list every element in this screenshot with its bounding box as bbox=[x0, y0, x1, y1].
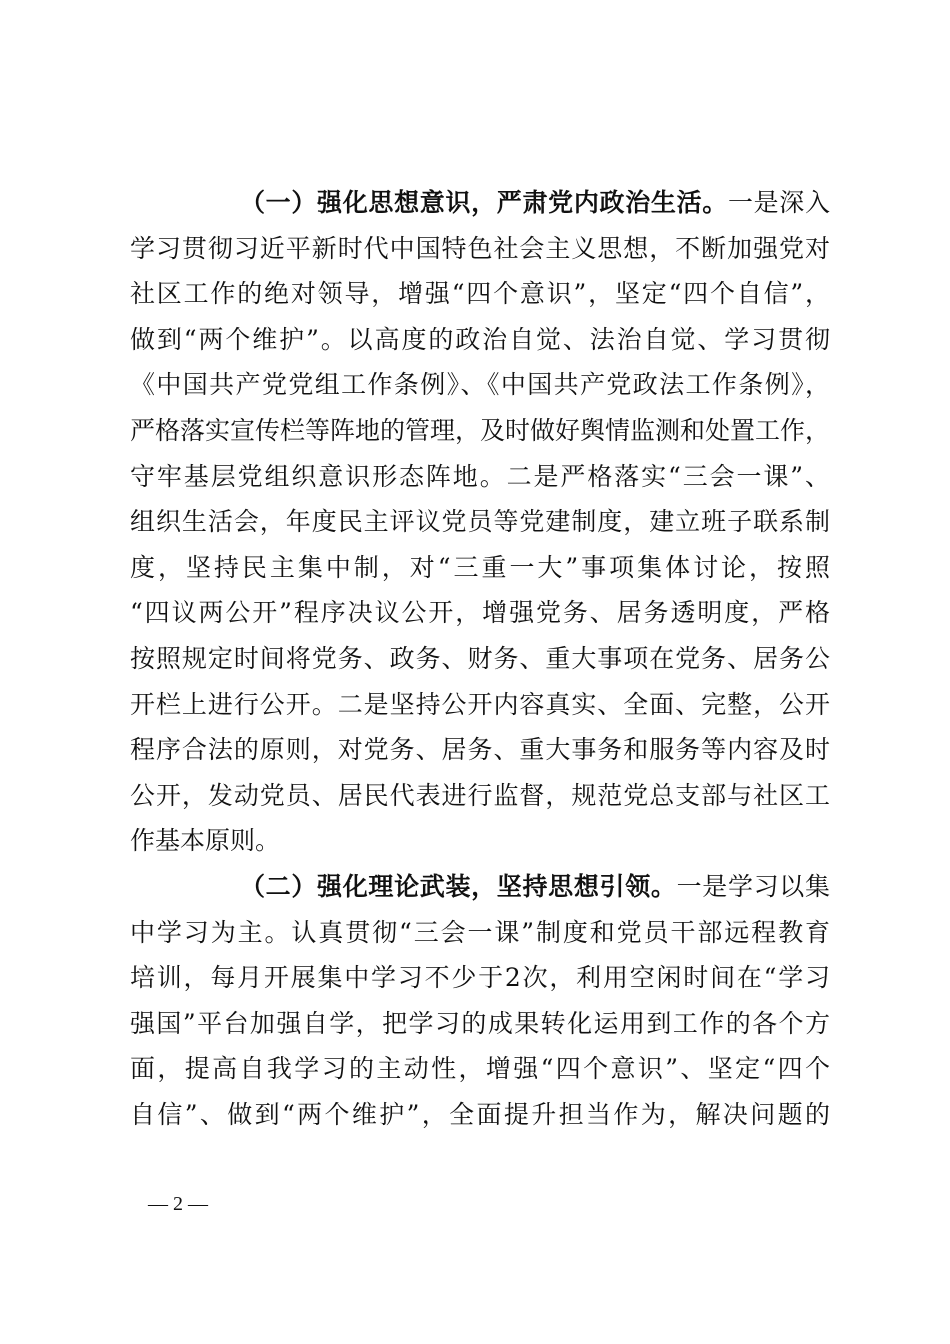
paragraph-line: 面，提高自我学习的主动性，增强“四个意识”、坚定“四个 bbox=[130, 1054, 830, 1084]
paragraph-line: 程序合法的原则，对党务、居务、重大事务和服务等内容及时 bbox=[130, 735, 830, 765]
paragraph-line: 作基本原则。 bbox=[130, 826, 281, 856]
paragraph-line: 开栏上进行公开。二是坚持公开内容真实、全面、完整，公开 bbox=[130, 689, 830, 719]
section-2-heading-line bbox=[130, 864, 830, 910]
paragraph-line: 培训，每月开展集中学习不少于2次，利用空闲时间在“学习 bbox=[130, 963, 830, 993]
section-2-lead: 一是学习以集 bbox=[676, 871, 830, 901]
paragraph-line: “四议两公开”程序决议公开，增强党务、居务透明度，严格 bbox=[130, 598, 830, 628]
section-1-lead: 一是深入 bbox=[727, 188, 830, 217]
section-1-heading: （一）强化思想意识，严肃党内政治生活。 bbox=[240, 188, 728, 217]
paragraph-line: 按照规定时间将党务、政务、财务、重大事项在党务、居务公 bbox=[130, 643, 830, 673]
paragraph-line: 学习贯彻习近平新时代中国特色社会主义思想，不断加强党对 bbox=[130, 233, 830, 263]
section-2-heading: （二）强化理论武装，坚持思想引领。 bbox=[240, 871, 677, 901]
paragraph-line: 做到“两个维护”。以高度的政治自觉、法治自觉、学习贯彻 bbox=[130, 324, 830, 354]
section-1-heading-line bbox=[130, 180, 830, 226]
paragraph-line: 《中国共产党党组工作条例》、《中国共产党政法工作条例》， bbox=[130, 370, 830, 400]
paragraph-line: 自信”、做到“两个维护”，全面提升担当作为，解决问题的 bbox=[130, 1099, 830, 1129]
paragraph-line: 严格落实宣传栏等阵地的管理，及时做好舆情监测和处置工作， bbox=[130, 415, 831, 445]
paragraph-line: 社区工作的绝对领导，增强“四个意识”，坚定“四个自信”， bbox=[130, 279, 830, 309]
page-number: — 2 — bbox=[148, 1193, 208, 1215]
paragraph-line: 守牢基层党组织意识形态阵地。二是严格落实“三会一课”、 bbox=[130, 461, 830, 491]
paragraph-line: 度，坚持民主集中制，对“三重一大”事项集体讨论，按照 bbox=[130, 552, 830, 582]
paragraph-line: 组织生活会，年度民主评议党员等党建制度，建立班子联系制 bbox=[130, 507, 830, 537]
paragraph-line: 中学习为主。认真贯彻“三会一课”制度和党员干部远程教育 bbox=[130, 917, 830, 947]
document-body bbox=[130, 180, 830, 1137]
paragraph-line: 公开，发动党员、居民代表进行监督，规范党总支部与社区工 bbox=[130, 780, 830, 810]
paragraph-line: 强国”平台加强自学，把学习的成果转化运用到工作的各个方 bbox=[130, 1008, 830, 1038]
